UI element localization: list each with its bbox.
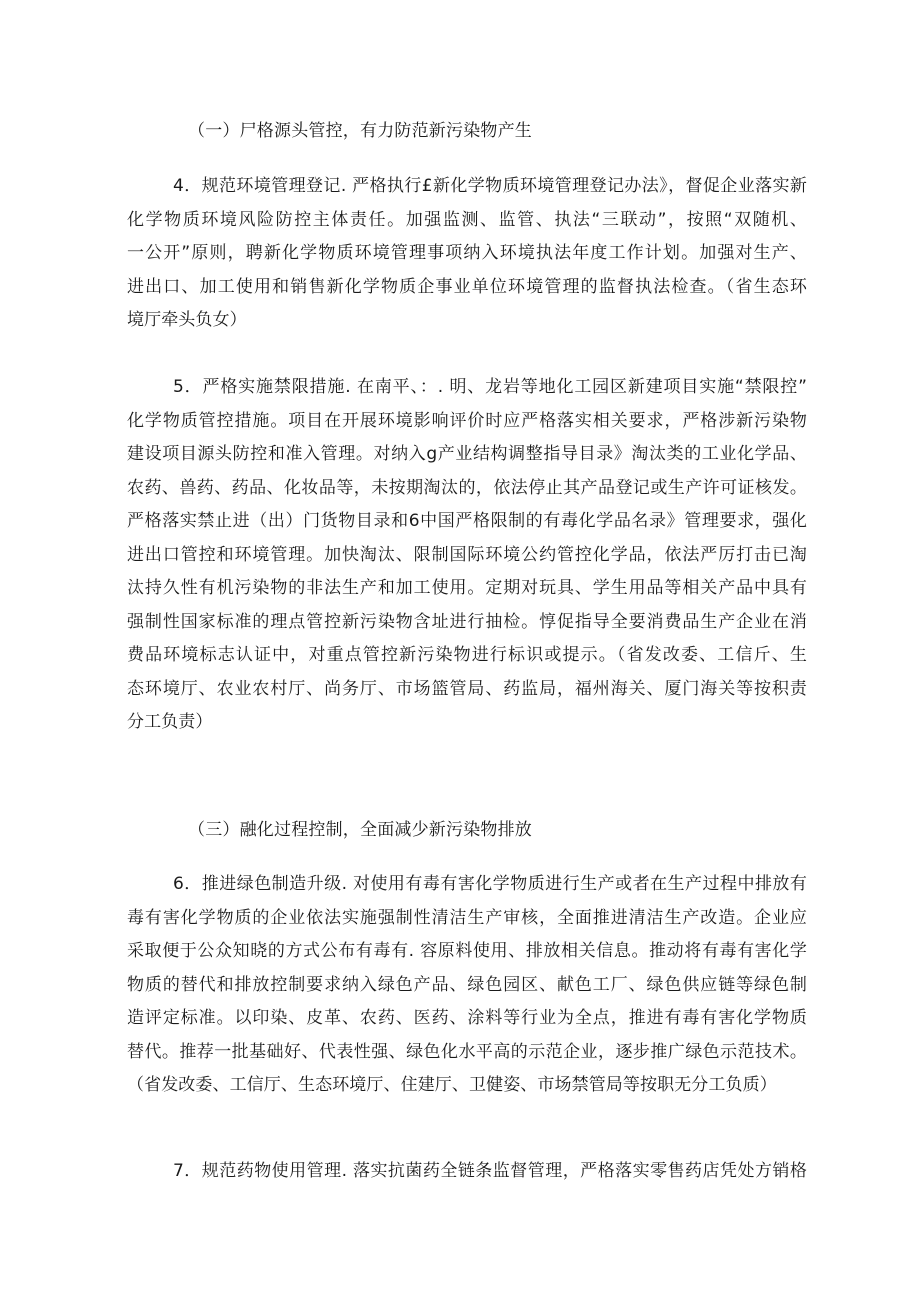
paragraph-line: 4．规范环境管理登记. 严格执行£新化学物质环境管理登记办法》，督促企业落实新 [173,176,807,196]
paragraph-line: 态环境厅、农业农村厅、尚务厅、市场篮管局、药监局，福州海关、厦门海关等按积责 [127,678,807,699]
paragraph-line: 5．严格实施禁限措施. 在南平、：. 明、龙岩等地化工园区新建项目实施“禁限控” [173,377,807,397]
paragraph-line: 一公开”原则，聘新化学物质环境管理事项纳入环境执法年度工作计划。加强对生产、 [127,243,807,263]
paragraph-line: 分工负责） [127,712,213,732]
paragraph-line: 化学物质环境风险防控主体责任。加强监测、监管、执法“三联动”，按照“双随机、 [127,209,807,230]
paragraph-item-6 [127,868,807,1103]
paragraph-line: 建设项目源头防控和准入管理。对纳入g产业结构调整指导目录》淘汰类的工业化学品、 [127,444,807,464]
paragraph-line: 费品环境标志认证中，对重点管控新污染物进行标识或提示。（省发改委、工信斤、生 [127,645,807,665]
paragraph-line: 替代。推荐一批基础好、代表性强、绿色化水平高的示范企业，逐步推广绿色示范技术。 [127,1041,807,1062]
paragraph-item-5 [127,371,807,740]
paragraph-line: 造评定标准。以印染、皮革、农药、医药、涂料等行业为全点，推进有毒有害化学物质 [127,1008,807,1028]
paragraph-line: 严格落实禁止进（出）门货物目录和6中国严格限制的有毒化学品名录》管理要求，强化 [127,511,807,531]
paragraph-line: 进出口、加工使用和销售新化学物质企事业单位环境管理的监督执法检查。（省生态环 [127,276,807,297]
section-heading-1: （一）尸格源头管控，有力防范新污染物产生 [188,121,532,141]
paragraph-line: 进出口管控和环境管理。加快淘汰、限制国际环境公约管控化学品，依法严厉打击已淘 [127,544,807,565]
paragraph-line: 农药、兽药、药品、化妆品等，未按期淘汰的，依法停止其产品登记或生产许可证核发。 [127,477,807,498]
paragraph-line: 汰持久性有机污染物的非法生产和加工使用。定期对玩具、学生用品等相关产品中具有 [127,578,807,598]
paragraph-line: 强制性国家标准的理点管控新污染物含址进行抽检。惇促指导全要消费品生产企业在消 [127,611,807,632]
paragraph-line: 6．推进绿色制造升级. 对使用有毒有害化学物质进行生产或者在生产过程中排放有 [173,874,807,894]
paragraph-line: 毒有害化学物质的企业依法实施强制性清洁生产审核，全面推进清洁生产改造。企业应 [127,907,807,928]
paragraph-line: 采取便于公众知晓的方式公布有毒有. 容原料使用、排放相关信息。推动将有毒有害化学 [127,941,807,961]
paragraph-item-4 [127,170,807,338]
paragraph-line: 境厅牵头负女） [127,310,247,330]
paragraph-item-7 [127,1155,807,1189]
paragraph-line: 物质的替代和排放控制要求纳入绿色产品、绿色园区、献色工厂、绿色供应链等绿色制 [127,974,807,995]
paragraph-line: 化学物质管控措施。项目在开展环境影响评价时应严格落实相关要求，严格涉新污染物 [127,410,807,431]
paragraph-line: 7．规范药物使用管理. 落实抗菌药全链条监督管理，严格落实零售药店凭处方销格 [173,1161,807,1181]
section-heading-3: （三）融化过程控制，全面减少新污染物排放 [188,820,532,840]
paragraph-line: （省发改委、工信厅、生态环境厅、住建厅、卫健姿、市场禁管局等按职无分工负质） [127,1075,777,1095]
